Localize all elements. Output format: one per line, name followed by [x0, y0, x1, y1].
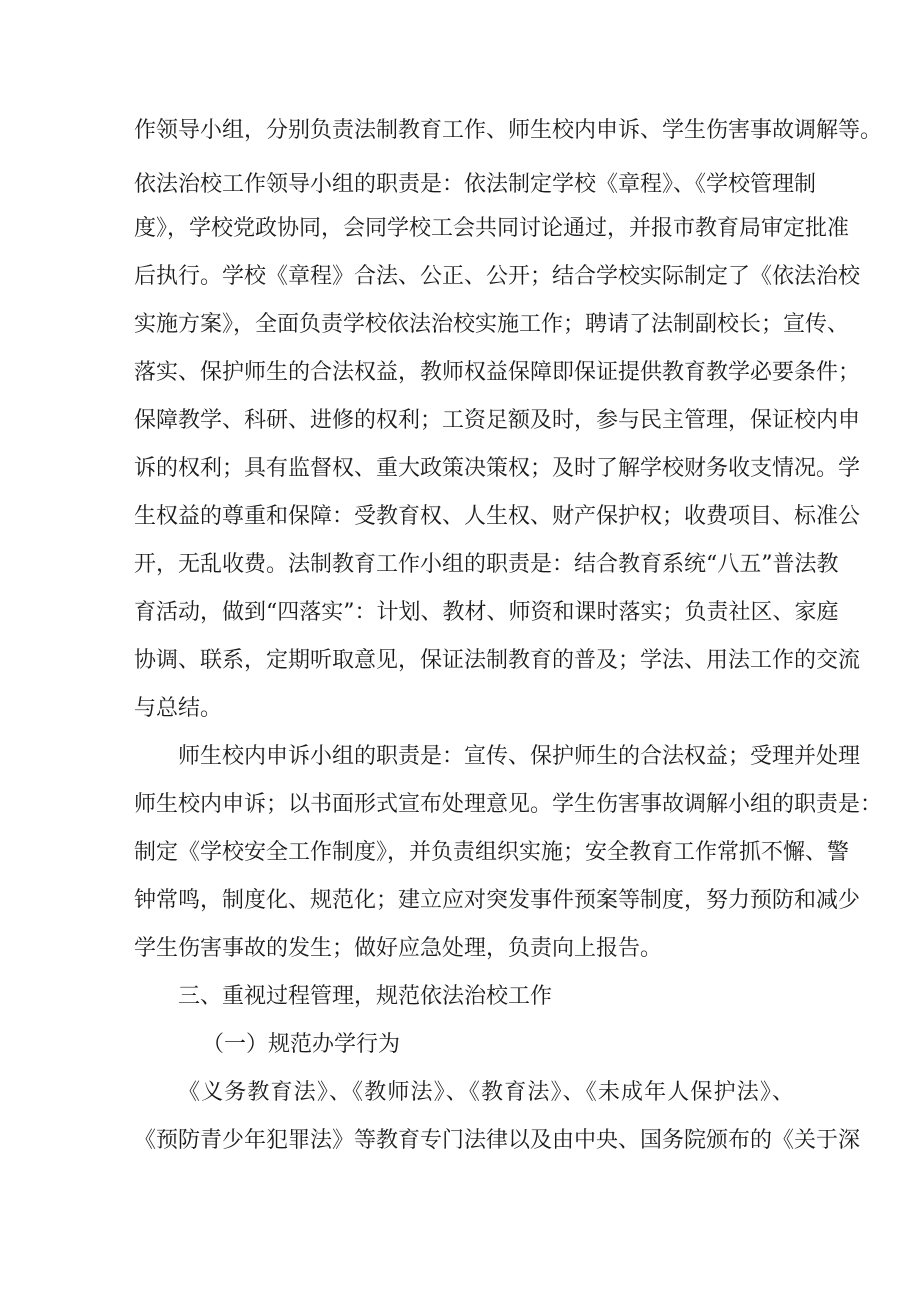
paragraph-line: 后执行。学校《章程》合法、公正、公开；结合学校实际制定了《依法治校 — [134, 264, 861, 289]
paragraph-line: 实施方案》，全面负责学校依法治校实施工作；聘请了法制副校长；宣传、 — [134, 312, 850, 337]
paragraph-line: 落实、保护师生的合法权益，教师权益保障即保证提供教育教学必要条件； — [134, 360, 861, 385]
section-heading: 三、重视过程管理，规范依法治校工作 — [178, 984, 553, 1009]
paragraph-line: 保障教学、科研、进修的权利；工资足额及时，参与民主管理，保证校内申 — [134, 408, 861, 433]
paragraph-line: 与总结。 — [134, 696, 223, 721]
paragraph-line: 师生校内申诉；以书面形式宣布处理意见。学生伤害事故调解小组的职责是： — [134, 792, 883, 817]
paragraph-line: 作领导小组，分别负责法制教育工作、师生校内申诉、学生伤害事故调解等。 — [134, 118, 883, 143]
paragraph-line: 师生校内申诉小组的职责是：宣传、保护师生的合法权益；受理并处理 — [178, 744, 861, 769]
paragraph-line: 诉的权利；具有监督权、重大政策决策权；及时了解学校财务收支情况。学 — [134, 456, 861, 481]
paragraph-line: 生权益的尊重和保障：受教育权、人生权、财产保护权；收费项目、标准公 — [134, 504, 861, 529]
paragraph-line: 《义务教育法》、《教师法》、《教育法》、《未成年人保护法》、 — [178, 1080, 794, 1105]
paragraph-line: 开，无乱收费。法制教育工作小组的职责是：结合教育系统“八五”普法教 — [134, 552, 839, 577]
paragraph-line: 《预防青少年犯罪法》等教育专门法律以及由中央、国务院颁布的《关于深 — [134, 1128, 861, 1153]
paragraph-line: 学生伤害事故的发生；做好应急处理，负责向上报告。 — [134, 936, 663, 961]
paragraph-line: 育活动，做到“四落实”：计划、教材、师资和课时落实；负责社区、家庭 — [134, 600, 839, 625]
paragraph-line: 依法治校工作领导小组的职责是：依法制定学校《章程》、《学校管理制 — [134, 172, 817, 197]
subsection-heading: （一）规范办学行为 — [202, 1032, 401, 1057]
paragraph-line: 协调、联系，定期听取意见，保证法制教育的普及；学法、用法工作的交流 — [134, 648, 861, 673]
paragraph-line: 度》，学校党政协同，会同学校工会共同讨论通过，并报市教育局审定批准 — [134, 216, 850, 241]
paragraph-line: 制定《学校安全工作制度》，并负责组织实施；安全教育工作常抓不懈、警 — [134, 840, 850, 865]
paragraph-line: 钟常鸣，制度化、规范化；建立应对突发事件预案等制度，努力预防和减少 — [134, 888, 861, 913]
